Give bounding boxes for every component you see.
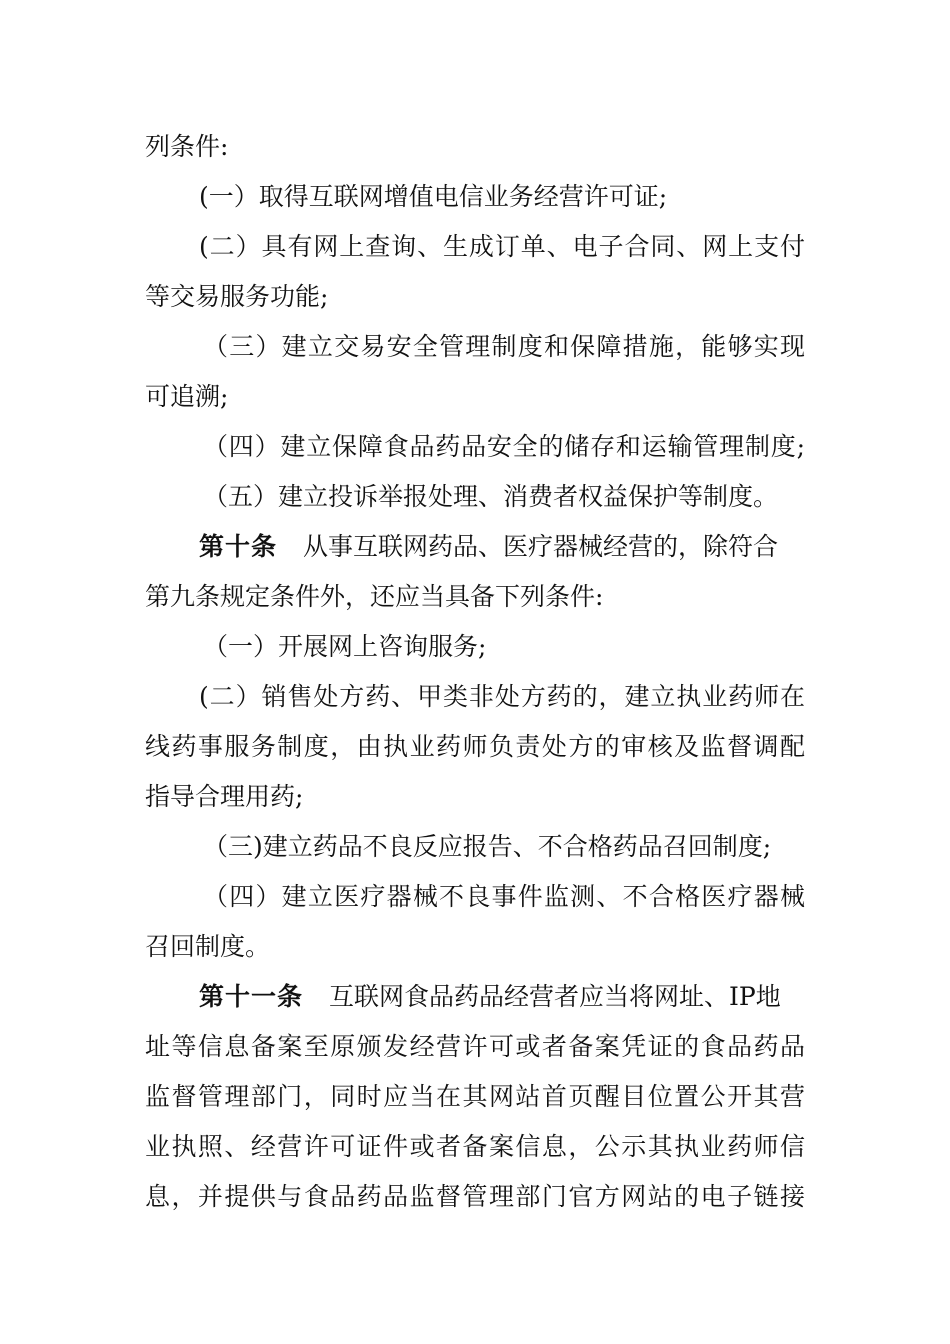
- text-line: 可追溯;: [145, 382, 229, 411]
- text-line: 召回制度。: [145, 932, 271, 961]
- article-line: [145, 522, 805, 572]
- list-item: （三）建立交易安全管理制度和保障措施，能够实现: [203, 332, 805, 361]
- text-line: 监督管理部门，同时应当在其网站首页醒目位置公开其营: [145, 1082, 805, 1111]
- list-item: （四）建立保障食品药品安全的储存和运输管理制度;: [203, 432, 805, 461]
- text-line: 息，并提供与食品药品监督管理部门官方网站的电子链接: [145, 1182, 805, 1211]
- list-item: (一）取得互联网增值电信业务经营许可证;: [199, 182, 668, 211]
- list-item: （四）建立医疗器械不良事件监测、不合格医疗器械: [203, 882, 805, 911]
- list-item: （一）开展网上咨询服务;: [203, 632, 487, 661]
- list-item: （五）建立投诉举报处理、消费者权益保护等制度。: [203, 482, 779, 511]
- article-text: 互联网食品药品经营者应当将网址、IP地: [329, 982, 781, 1011]
- article-line: [145, 972, 805, 1022]
- article-heading: 第十条: [199, 532, 278, 561]
- article-heading: 第十一条: [199, 982, 304, 1011]
- text-line: 第九条规定条件外，还应当具备下列条件:: [145, 582, 604, 611]
- list-item: （三)建立药品不良反应报告、不合格药品召回制度;: [203, 832, 772, 861]
- text-line: 业执照、经营许可证件或者备案信息，公示其执业药师信: [145, 1132, 805, 1161]
- text-line: 址等信息备案至原颁发经营许可或者备案凭证的食品药品: [145, 1032, 805, 1061]
- text-line: 等交易服务功能;: [145, 282, 329, 311]
- text-line: 列条件:: [145, 132, 229, 161]
- text-line: 指导合理用药;: [145, 782, 304, 811]
- text-line: 线药事服务制度，由执业药师负责处方的审核及监督调配: [145, 732, 805, 761]
- document-page: [145, 122, 805, 1222]
- list-item: (二）销售处方药、甲类非处方药的，建立执业药师在: [199, 682, 805, 711]
- list-item: (二）具有网上查询、生成订单、电子合同、网上支付: [199, 232, 805, 261]
- article-text: 从事互联网药品、医疗器械经营的，除符合: [303, 532, 779, 561]
